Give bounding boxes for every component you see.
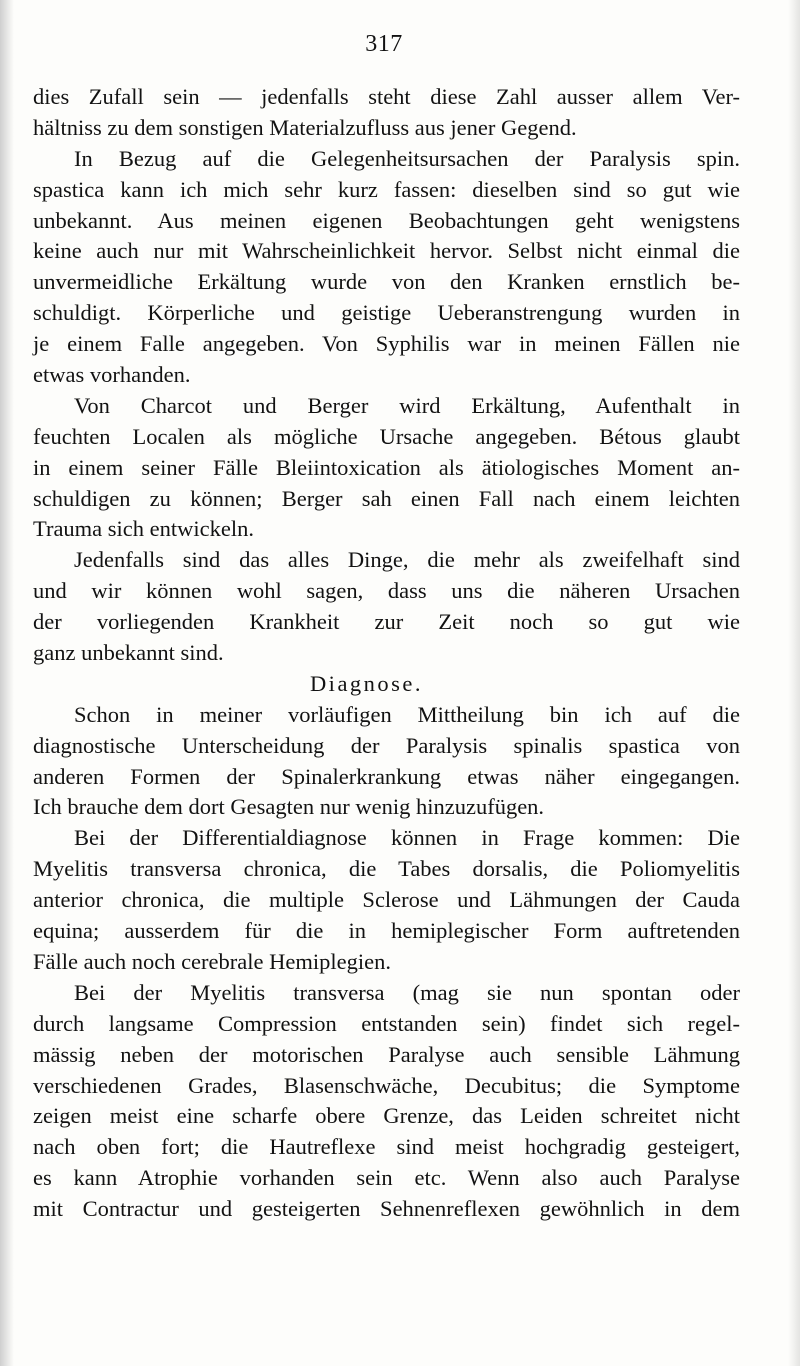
text-line: Ich brauche dem dort Gesagten nur wenig hinzuzufügen.	[33, 794, 545, 820]
text-line: In Bezug auf die Gelegenheitsursachen der Paralysis spin.	[74, 145, 740, 171]
body-text	[33, 82, 740, 1225]
text-line: es kann Atrophie vorhanden sein etc. Wenn also auch Paralyse	[33, 1165, 740, 1191]
text-line: feuchten Localen als mögliche Ursache angegeben. Bétous glaubt	[33, 423, 740, 449]
text-line: Bei der Myelitis transversa (mag sie nun spontan oder	[74, 979, 740, 1005]
text-line: in einem seiner Fälle Bleiintoxication als ätiologisches Moment an-	[33, 454, 740, 480]
text-line: Myelitis transversa chronica, die Tabes dorsalis, die Poliomyelitis	[33, 856, 740, 882]
page-number: 317	[365, 31, 403, 57]
text-line: Schon in meiner vorläufigen Mittheilung bin ich auf die	[74, 701, 740, 727]
text-line: ganz unbekannt sind.	[33, 640, 224, 666]
text-line: je einem Falle angegeben. Von Syphilis war in meinen Fällen nie	[33, 331, 740, 357]
text-line: Bei der Differentialdiagnose können in Frage kommen: Die	[74, 825, 740, 851]
text-line: keine auch nur mit Wahrscheinlichkeit hervor. Selbst nicht einmal die	[33, 238, 740, 264]
text-line: mit Contractur und gesteigerten Sehnenreflexen gewöhnlich in dem	[33, 1196, 740, 1222]
text-line: Trauma sich entwickeln.	[33, 516, 255, 542]
text-line: anderen Formen der Spinalerkrankung etwas näher eingegangen.	[33, 763, 740, 789]
section-heading: Diagnose.	[309, 670, 424, 696]
text-line: Jedenfalls sind das alles Dinge, die mehr als zweifelhaft sind	[74, 547, 740, 573]
text-line: anterior chronica, die multiple Sclerose und Lähmungen der Cauda	[33, 887, 740, 913]
text-line: mässig neben der motorischen Paralyse auch sensible Lähmung	[33, 1041, 740, 1067]
text-line: unbekannt. Aus meinen eigenen Beobachtungen geht wenigstens	[33, 207, 740, 233]
text-line: diagnostische Unterscheidung der Paralysis spinalis spastica von	[33, 732, 740, 758]
text-line: schuldigt. Körperliche und geistige Ueberanstrengung wurden in	[33, 300, 740, 326]
text-line: Fälle auch noch cerebrale Hemiplegien.	[33, 948, 391, 974]
text-line: equina; ausserdem für die in hemiplegischer Form auftretenden	[33, 918, 740, 944]
text-line: spastica kann ich mich sehr kurz fassen: dieselben sind so gut wie	[33, 176, 740, 202]
text-line: schuldigen zu können; Berger sah einen Fall nach einem leichten	[33, 485, 740, 511]
text-line: der vorliegenden Krankheit zur Zeit noch so gut wie	[33, 609, 740, 635]
text-line: hältniss zu dem sonstigen Materialzufluss aus jener Gegend.	[33, 114, 577, 140]
text-line: dies Zufall sein — jedenfalls steht diese Zahl ausser allem Ver-	[33, 84, 740, 109]
text-line: und wir können wohl sagen, dass uns die näheren Ursachen	[33, 578, 740, 604]
text-line: nach oben fort; die Hautreflexe sind meist hochgradig gesteigert,	[33, 1134, 740, 1160]
text-line: verschiedenen Grades, Blasenschwäche, Decubitus; die Symptome	[33, 1072, 740, 1098]
text-line: zeigen meist eine scharfe obere Grenze, das Leiden schreitet nicht	[33, 1103, 740, 1129]
text-line: unvermeidliche Erkältung wurde von den Kranken ernstlich be-	[33, 269, 740, 295]
text-line: etwas vorhanden.	[33, 362, 191, 388]
text-line: Von Charcot und Berger wird Erkältung, Aufenthalt in	[74, 392, 740, 418]
text-line: durch langsame Compression entstanden sein) findet sich regel-	[33, 1010, 740, 1036]
